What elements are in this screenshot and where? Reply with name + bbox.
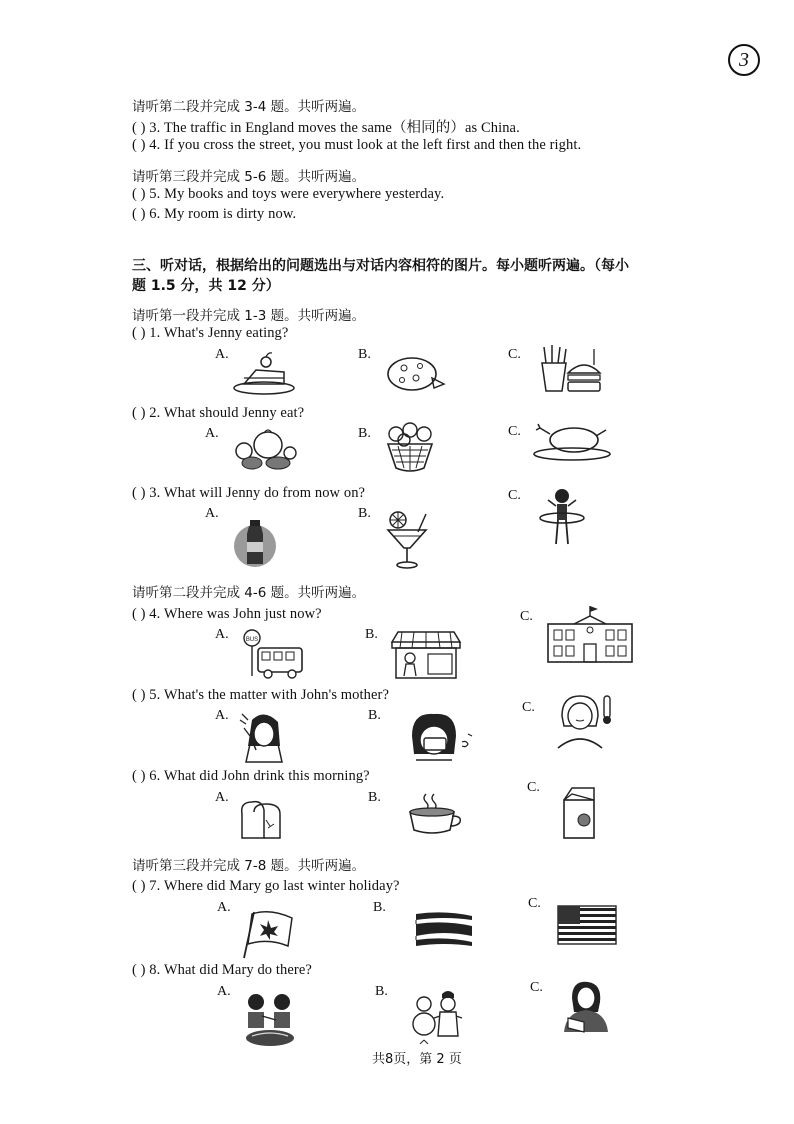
question-3-3: ( ) 3. What will Jenny do from now on?	[132, 485, 366, 501]
bread-icon	[236, 798, 286, 842]
question-2-6: ( ) 6. My room is dirty now.	[132, 206, 297, 222]
option-a-label: A.	[215, 708, 229, 723]
option-c-label: C.	[530, 980, 543, 995]
option-c-label: C.	[528, 896, 541, 911]
option-c-label: C.	[508, 424, 521, 439]
option-b-label: B.	[373, 900, 386, 915]
part3-segment-1-instruction: 请听第一段并完成 1-3 题。共听两遍。	[132, 308, 366, 324]
option-b-label: B.	[368, 790, 381, 805]
milk-carton-icon	[560, 786, 598, 840]
page-footer: 共8页，第 2 页	[372, 1052, 462, 1067]
question-3-6: ( ) 6. What did John drink this morning?	[132, 768, 370, 784]
pizza-icon	[384, 350, 446, 392]
part3-segment-2-instruction: 请听第二段并完成 4-6 题。共听两遍。	[132, 585, 366, 601]
option-c-label: C.	[522, 700, 535, 715]
option-a-label: A.	[215, 790, 229, 805]
coffee-cup-icon	[406, 792, 466, 838]
option-b-label: B.	[375, 984, 388, 999]
option-b-label: B.	[365, 627, 378, 642]
bus-sign-text: BUS	[245, 637, 259, 643]
question-3-4: ( ) 4. Where was John just now?	[132, 606, 322, 622]
option-b-label: B.	[358, 347, 371, 362]
canada-flag-icon	[240, 908, 296, 960]
cake-icon	[232, 350, 296, 396]
option-b-label: B.	[368, 708, 381, 723]
part3-segment-3-instruction: 请听第三段并完成 7-8 题。共听两遍。	[132, 858, 366, 874]
question-3-5: ( ) 5. What's the matter with John's mother?	[132, 687, 390, 703]
option-a-label: A.	[205, 426, 219, 441]
snowman-kids-icon	[408, 988, 464, 1044]
option-c-label: C.	[527, 780, 540, 795]
segment-2-instruction: 请听第二段并完成 3-4 题。共听两遍。	[132, 99, 366, 115]
option-a-label: A.	[217, 900, 231, 915]
reading-woman-icon	[558, 978, 614, 1034]
fast-food-icon	[538, 343, 602, 395]
part3-title-line1: 三、听对话，根据给出的问题选出与对话内容相符的图片。每小题听两遍。（每小	[132, 258, 629, 274]
juice-glass-icon	[384, 508, 430, 570]
hula-hoop-girl-icon	[538, 484, 586, 548]
usa-flag-icon	[556, 904, 618, 946]
bus-stop-icon	[236, 628, 306, 680]
fever-woman-icon	[554, 694, 614, 750]
soda-bottle-icon	[232, 516, 278, 568]
shop-icon	[388, 628, 464, 682]
segment-3-instruction: 请听第三段并完成 5-6 题。共听两遍。	[132, 169, 366, 185]
question-3-1: ( ) 1. What's Jenny eating?	[132, 325, 289, 341]
question-3-8: ( ) 8. What did Mary do there?	[132, 962, 312, 978]
toothache-woman-icon	[406, 712, 476, 764]
option-b-label: B.	[358, 426, 371, 441]
fruit-basket-icon	[384, 420, 436, 474]
option-c-label: C.	[508, 488, 521, 503]
option-c-label: C.	[520, 609, 533, 624]
question-2-5: ( ) 5. My books and toys were everywhere yesterday.	[132, 186, 445, 202]
question-2-3: ( ) 3. The traffic in England moves the same（相同的）as China.	[132, 120, 520, 136]
page-number-badge: 3	[728, 44, 760, 76]
question-2-4: ( ) 4. If you cross the street, you must look at the left first and then the right.	[132, 137, 582, 153]
question-3-2: ( ) 2. What should Jenny eat?	[132, 405, 305, 421]
family-dinner-icon	[242, 990, 298, 1048]
option-a-label: A.	[205, 506, 219, 521]
school-building-icon	[544, 604, 636, 666]
part3-title-line2: 题 1.5 分，共 12 分）	[132, 278, 280, 294]
option-a-label: A.	[215, 627, 229, 642]
roast-chicken-icon	[532, 420, 612, 462]
option-c-label: C.	[508, 347, 521, 362]
option-b-label: B.	[358, 506, 371, 521]
question-3-7: ( ) 7. Where did Mary go last winter holiday?	[132, 878, 400, 894]
option-a-label: A.	[215, 347, 229, 362]
headache-woman-icon	[236, 710, 292, 764]
costa-rica-flag-icon	[414, 910, 474, 950]
option-a-label: A.	[217, 984, 231, 999]
vegetables-icon	[232, 425, 298, 471]
